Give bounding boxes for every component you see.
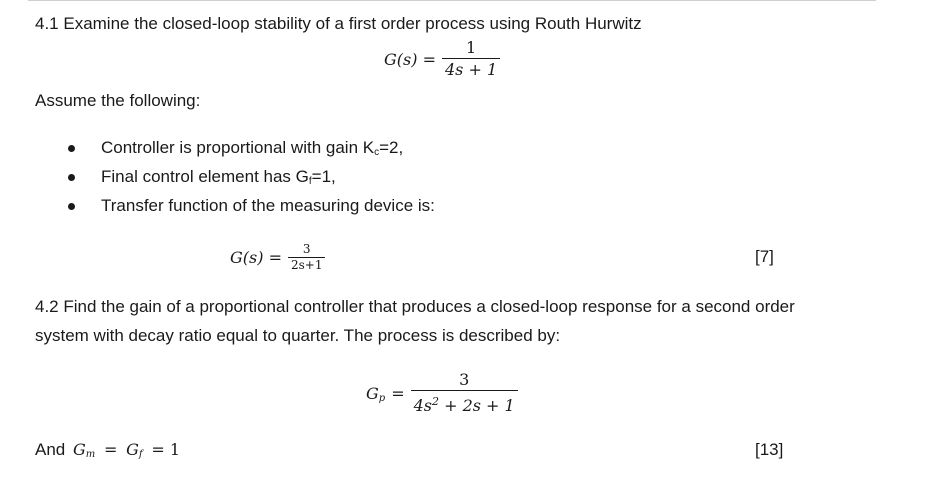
bullet-dot [68, 145, 75, 152]
bullet-final-control: Final control element has $G_f=1$, [101, 167, 336, 187]
q41-eq-numerator: 1 [465, 38, 477, 57]
q42-eq-fraction [411, 370, 518, 417]
q41-eq2-lhs: G(s) = [230, 248, 282, 267]
bullet-dot [68, 203, 75, 210]
q42-eq-denominator: $4s^2 + 2s + 1$ [413, 395, 515, 415]
q41-eq2-fraction [288, 242, 325, 273]
q42-eq-lhs: $G_p$ [366, 383, 386, 404]
bullet-dot [68, 174, 75, 181]
q41-eq2-numerator: 3 [302, 242, 311, 256]
q41-measuring-equation [230, 242, 325, 273]
top-divider [28, 0, 876, 1]
bullet-controller: Controller is proportional with gain $K_c=2$, [101, 138, 404, 158]
q41-title: 4.1 Examine the closed-loop stability of a first order process using Routh Hurwitz [35, 14, 642, 33]
q42-marks: [13] [755, 440, 784, 459]
q42-line1: 4.2 Find the gain of a proportional controller that produces a closed-loop response for a second order [35, 297, 795, 316]
q42-equation [366, 370, 518, 417]
q42-eq-numerator: 3 [459, 370, 470, 389]
q42-line2: system with decay ratio equal to quarter. The process is described by: [35, 326, 561, 345]
q42-and-line: And $G_m = G_f = 1$ [35, 440, 181, 460]
q41-marks: [7] [755, 247, 774, 266]
assume-label: Assume the following: [35, 91, 201, 110]
q41-eq-fraction [442, 38, 500, 81]
q41-eq2-denominator: 2s+1 [290, 258, 323, 272]
q41-eq-denominator: 4s + 1 [444, 60, 498, 79]
q41-eq-lhs: G(s) = [384, 50, 436, 69]
q41-equation [384, 38, 500, 81]
bullet-measuring-device: Transfer function of the measuring device is: [101, 196, 435, 215]
equals-sign: = [391, 384, 405, 403]
